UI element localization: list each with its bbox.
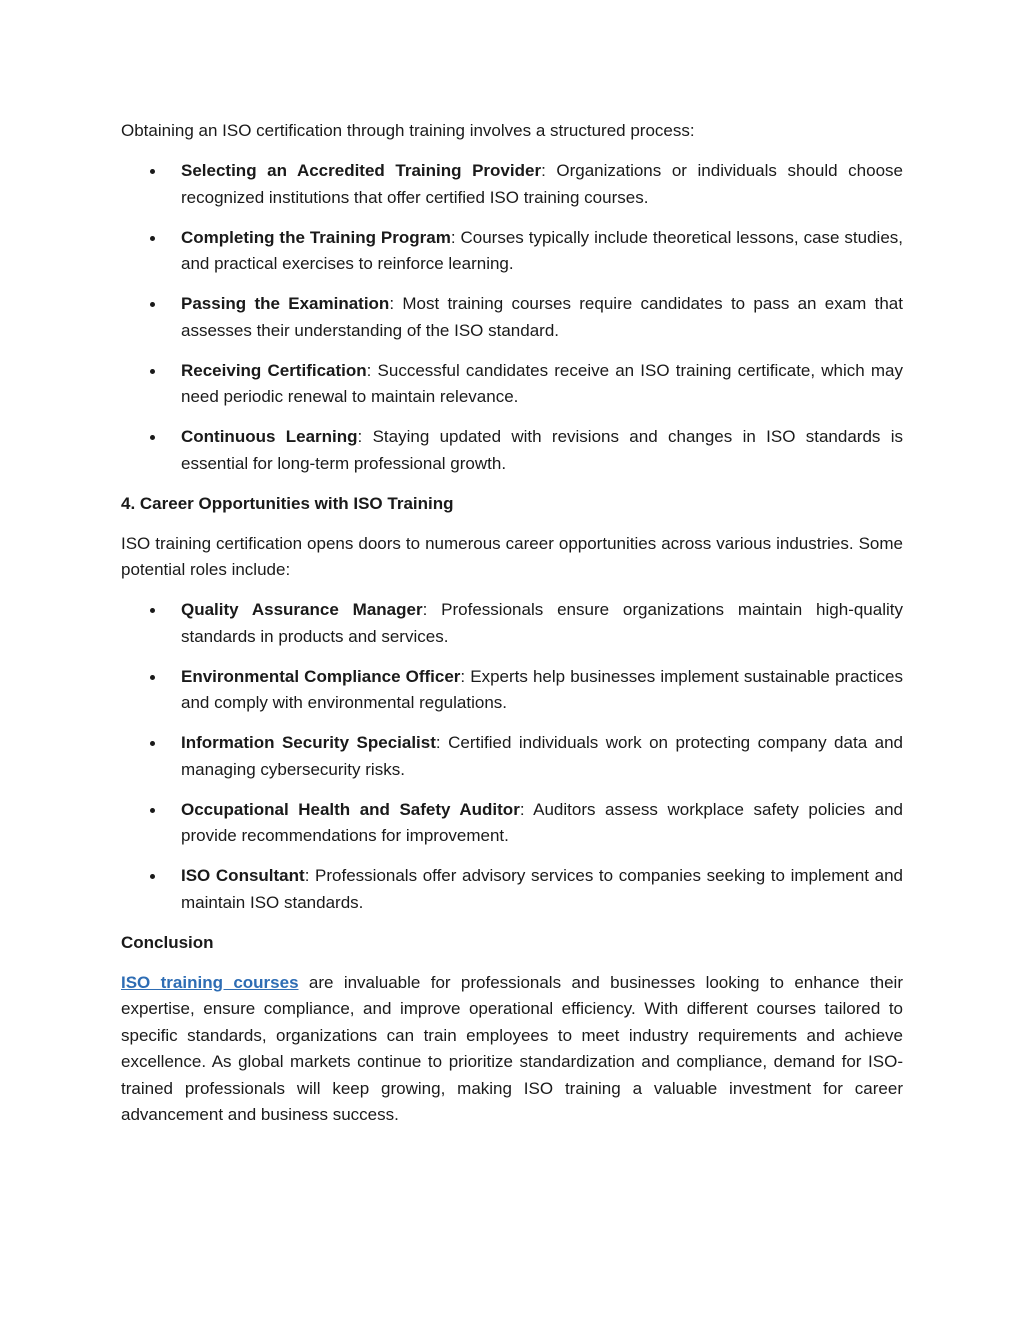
list-item-text: : Courses typically include theoretical lessons, case studies, and practical exercises to reinforce learning. — [181, 227, 904, 273]
list-item — [121, 597, 903, 650]
process-intro: Obtaining an ISO certification through training involves a structured process: — [121, 121, 695, 140]
conclusion-body: are invaluable for professionals and businesses looking to enhance their expertise, ensure compliance, and improve operational efficiency. With different courses tailored to specific standards, organizations can train employees to meet industry requirements and achieve excellence. As global markets continue to prioritize standardization and compliance, demand for ISO-trained professionals will keep growing, making ISO training a valuable investment for career advancement and business success. — [121, 972, 903, 1124]
list-item-term: Receiving Certification — [181, 360, 367, 380]
career-section-heading: 4. Career Opportunities with ISO Training — [121, 493, 454, 513]
list-item-text: : Organizations or individuals should choose recognized institutions that offer certified ISO training courses. — [181, 161, 903, 207]
list-item — [121, 225, 903, 278]
list-item-text: : Certified individuals work on protecting company data and managing cybersecurity risks. — [181, 733, 903, 779]
list-item-text: : Auditors assess workplace safety policies and provide recommendations for improvement. — [181, 799, 903, 845]
bullet-icon — [150, 741, 155, 746]
list-item-text: : Most training courses require candidates to pass an exam that assesses their understanding of the ISO standard. — [181, 294, 903, 340]
list-item-text: : Successful candidates receive an ISO training certificate, which may need periodic renewal to maintain relevance. — [181, 360, 904, 406]
list-item-text: : Experts help businesses implement sustainable practices and comply with environmental regulations. — [181, 666, 903, 712]
bullet-icon — [150, 675, 155, 680]
list-item-term: Completing the Training Program — [181, 227, 451, 247]
list-item-term: Environmental Compliance Officer — [181, 666, 461, 686]
list-item — [121, 291, 903, 344]
bullet-icon — [150, 169, 155, 174]
bullet-icon — [150, 236, 155, 241]
list-item-term: Selecting an Accredited Training Provider — [181, 161, 542, 180]
bullet-icon — [150, 874, 155, 879]
bullet-icon — [150, 369, 155, 374]
list-item-term: Passing the Examination — [181, 294, 390, 313]
career-list — [121, 597, 903, 916]
list-item — [121, 797, 903, 850]
list-item-term: Occupational Health and Safety Auditor — [181, 799, 520, 819]
list-item — [121, 863, 903, 916]
bullet-icon — [150, 608, 155, 613]
list-item — [121, 424, 903, 477]
list-item-term: Continuous Learning — [181, 427, 358, 446]
bullet-icon — [150, 302, 155, 307]
list-item-term: Information Security Specialist — [181, 733, 436, 752]
list-item-term: ISO Consultant — [181, 866, 305, 885]
list-item — [121, 664, 903, 717]
list-item-term: Quality Assurance Manager — [181, 600, 423, 619]
list-item — [121, 730, 903, 783]
conclusion-heading: Conclusion — [121, 932, 214, 952]
process-list — [121, 158, 903, 477]
iso-training-courses-link[interactable]: ISO training courses — [121, 972, 299, 992]
list-item — [121, 158, 903, 211]
list-item — [121, 358, 903, 411]
list-item-text: : Staying updated with revisions and changes in ISO standards is essential for long-term professional growth. — [181, 427, 903, 473]
bullet-icon — [150, 435, 155, 440]
bullet-icon — [150, 808, 155, 813]
list-item-text: : Professionals ensure organizations maintain high-quality standards in products and services. — [181, 600, 903, 646]
document-page — [121, 118, 903, 1142]
career-intro: ISO training certification opens doors to numerous career opportunities across various industries. Some potential roles include: — [121, 533, 903, 579]
conclusion-paragraph — [121, 970, 903, 1129]
list-item-text: : Professionals offer advisory services to companies seeking to implement and maintain ISO standards. — [181, 866, 903, 912]
